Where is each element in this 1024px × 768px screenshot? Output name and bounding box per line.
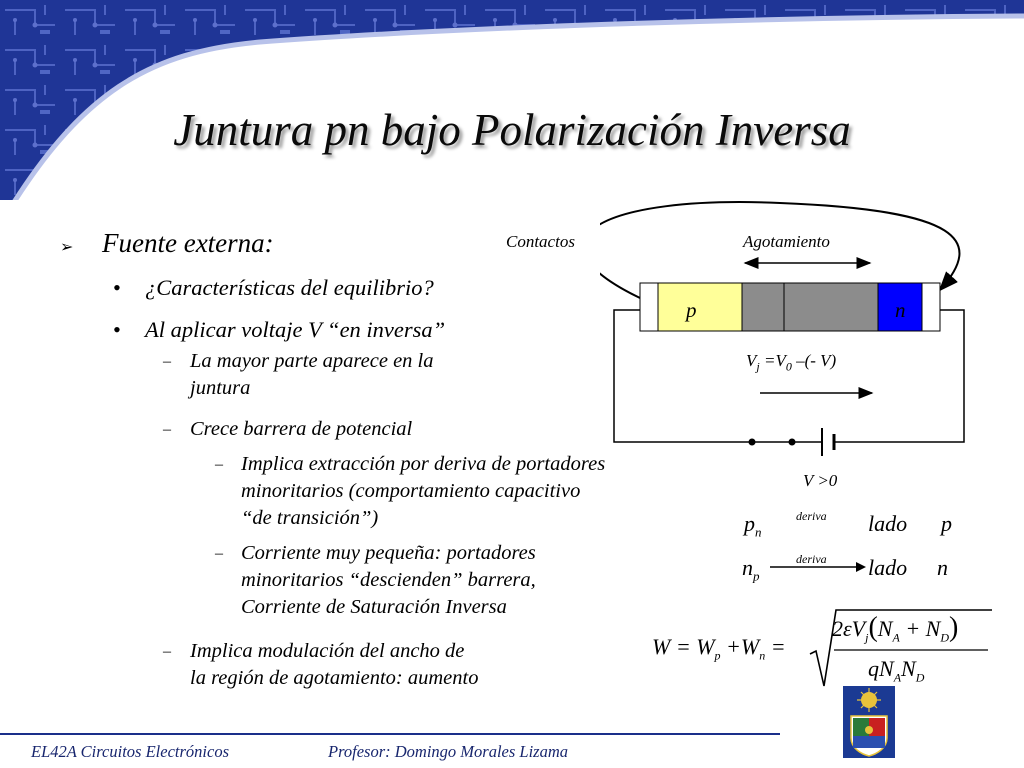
width-formula-denominator: $qN_AN_D$	[868, 656, 925, 685]
side-p-label: p	[941, 511, 952, 536]
professor-name: Profesor: Domingo Morales Lizama	[328, 742, 569, 761]
dash-bullet-icon: –	[163, 643, 171, 660]
dash-bullet-icon: –	[215, 545, 223, 562]
drift-label: deriva	[796, 552, 827, 566]
subsub-item-text: minoritarios (comportamiento capacitivo	[241, 480, 581, 502]
sub-item-text: Crece barrera de potencial	[190, 418, 413, 440]
course-name: EL42A Circuitos Electrónicos	[31, 742, 229, 761]
junction-voltage-label: $V_j =V_0$ –(- V)	[746, 351, 837, 374]
lado-label: lado	[868, 511, 908, 536]
dash-bullet-icon: –	[215, 456, 223, 473]
list-item-text: ¿Características del equilibrio?	[145, 275, 434, 300]
sub-item-text: La mayor parte aparece en la	[190, 350, 434, 372]
subsub-item-text: “de transición”)	[241, 507, 379, 529]
subsub-item-text: minoritarios “descienden” barrera,	[241, 569, 536, 591]
lado-label: lado	[868, 555, 908, 580]
dash-bullet-icon: –	[163, 421, 171, 438]
footer-rule	[0, 733, 780, 735]
slide-title: Juntura pn bajo Polarización Inversa	[173, 105, 851, 155]
width-formula-lhs: $W = W_p +W_n$ =	[652, 634, 786, 663]
depletion-region-right	[784, 283, 878, 331]
subsub-item-text: Implica extracción por deriva de portadores	[241, 453, 606, 475]
list-item-text: Al aplicar voltaje V “en inversa”	[145, 317, 446, 342]
dot-bullet-icon: •	[113, 275, 121, 300]
np-drift-equation: $n_p$	[742, 555, 760, 584]
pn-drift-equation: $p_n$	[744, 511, 762, 540]
node-dot	[789, 439, 796, 446]
dash-bullet-icon: –	[163, 353, 171, 370]
right-contact	[922, 283, 940, 331]
university-crest-logo	[843, 686, 895, 758]
header-banner	[0, 0, 1024, 200]
n-region-label: n	[895, 298, 906, 322]
sub-item-text: la región de agotamiento: aumento	[190, 667, 479, 689]
main-bullet-text: Fuente externa:	[102, 228, 274, 258]
width-formula-numerator: $2\varepsilon V_j(N_A + N_D)$	[832, 612, 959, 645]
drift-label: deriva	[796, 509, 827, 523]
side-n-label: n	[937, 555, 948, 580]
depletion-region-left	[742, 283, 784, 331]
subsub-item-text: Corriente muy pequeña: portadores	[241, 542, 536, 564]
left-contact	[640, 283, 658, 331]
node-dot	[749, 439, 756, 446]
depletion-label: Agotamiento	[743, 232, 830, 251]
sub-item-text: Implica modulación del ancho de	[190, 640, 465, 662]
source-voltage-label: V >0	[803, 471, 838, 490]
sub-item-text: juntura	[190, 377, 251, 399]
p-region	[658, 283, 742, 331]
contacts-label: Contactos	[506, 232, 575, 251]
arrow-bullet-icon: ➢	[60, 239, 74, 256]
dot-bullet-icon: •	[113, 317, 121, 342]
subsub-item-text: Corriente de Saturación Inversa	[241, 596, 507, 618]
p-region-label: p	[686, 298, 697, 322]
